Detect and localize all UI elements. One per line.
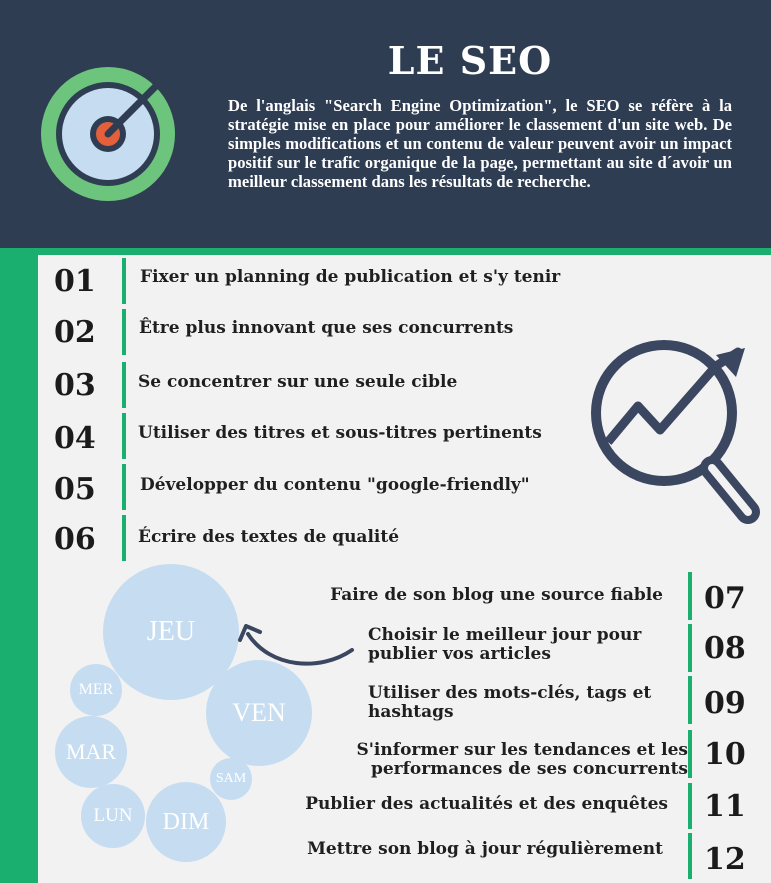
tip-text: Développer du contenu "google-friendly" [140, 475, 530, 495]
day-bubble-mer: MER [70, 664, 122, 716]
tip-number: 05 [54, 472, 96, 507]
tip-text: Écrire des textes de qualité [138, 527, 400, 547]
day-bubble-lun: LUN [81, 784, 145, 848]
page-title: LE SEO [387, 38, 553, 83]
tip-number: 06 [54, 522, 96, 557]
tip-divider [688, 833, 692, 879]
tip-divider [688, 572, 692, 620]
tip-number: 12 [704, 842, 746, 877]
tip-number: 09 [704, 686, 746, 721]
tip-number: 03 [54, 368, 96, 403]
day-bubble-sam: SAM [210, 758, 252, 800]
tip-number: 10 [704, 737, 746, 772]
tip-text: Faire de son blog une source fiable [330, 585, 663, 605]
day-bubble-jeu: JEU [103, 564, 239, 700]
tip-text: Mettre son blog à jour régulièrement [307, 839, 663, 859]
tip-text: Fixer un planning de publication et s'y tenir [140, 267, 561, 287]
tip-text: Utiliser des mots-clés, tags et hashtags [368, 683, 652, 722]
tip-text: Utiliser des titres et sous-titres pertinents [138, 423, 542, 443]
tip-number: 02 [54, 315, 96, 350]
tip-number: 07 [704, 581, 746, 616]
day-bubble-ven: VEN [206, 660, 312, 766]
tip-number: 11 [704, 789, 746, 824]
tip-text: Publier des actualités et des enquêtes [305, 794, 668, 814]
tip-number: 01 [54, 264, 96, 299]
day-bubble-dim: DIM [146, 782, 226, 862]
tip-divider [688, 783, 692, 829]
tip-text: Choisir le meilleur jour pour publier vos articles [368, 625, 642, 664]
tip-text: Être plus innovant que ses concurrents [139, 318, 514, 338]
tip-text: Se concentrer sur une seule cible [138, 372, 458, 392]
intro-paragraph: De l'anglais "Search Engine Optimization", le SEO se réfère à la stratégie mise en place pour améliorer le classement d'un site web. De simples modifications et un contenu de valeur peuvent avoir un impact positif sur le trafic organique de la page, permettant au site d´avoir un meilleur classement dans les résultats de recherche. [228, 96, 732, 191]
tip-number: 04 [54, 421, 96, 456]
tip-text: S'informer sur les tendances et les performances de ses concurrents [356, 740, 688, 779]
tip-divider [688, 730, 692, 778]
tip-number: 08 [704, 631, 746, 666]
day-bubble-mar: MAR [55, 716, 127, 788]
tip-divider [688, 624, 692, 672]
tip-divider [688, 676, 692, 724]
